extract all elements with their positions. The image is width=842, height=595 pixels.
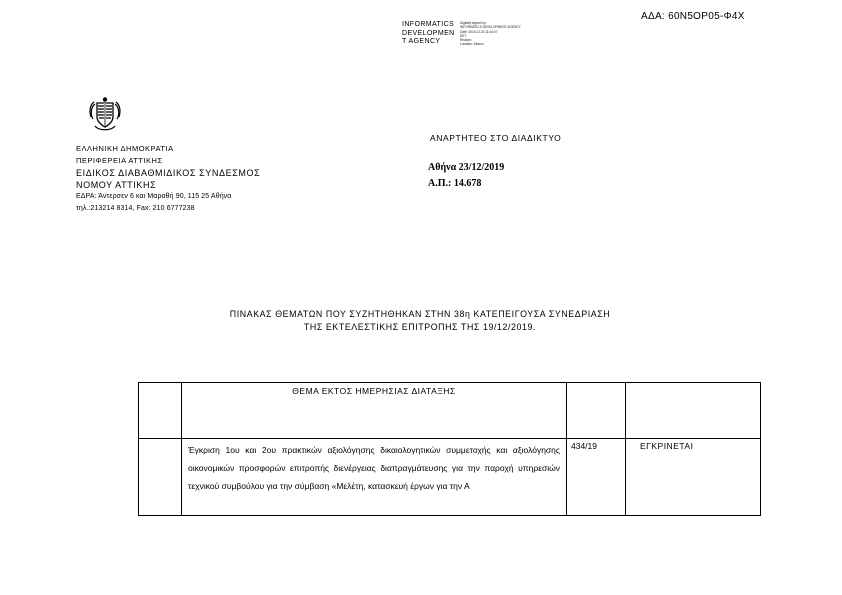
signature-line: Digitally signed by	[460, 21, 486, 25]
ada-code: ΑΔΑ: 60Ν5ΟΡ05-Φ4Χ	[641, 11, 745, 22]
table-row	[139, 439, 761, 516]
greek-coat-of-arms-icon	[85, 95, 125, 135]
signature-line: Location: Athens	[460, 42, 484, 47]
signature-line: Date: 2019.12.23 11:04:07	[460, 29, 498, 34]
signature-line: EET	[460, 33, 467, 38]
document-title: ΠΙΝΑΚΑΣ ΘΕΜΑΤΩΝ ΠΟΥ ΣΥΖΗΤΗΘΗΚΑΝ ΣΤΗΝ 38η ΚΑΤΕΠΕΙΓΟΥΣΑ ΣΥΝΕΔΡΙΑΣΗ	[229, 309, 611, 319]
issuer-phone: τηλ.:213214 8314, Fax: 210 6777238	[76, 205, 195, 212]
date-protocol-block	[428, 160, 504, 192]
table-cell	[139, 439, 182, 516]
agenda-table	[138, 382, 761, 516]
issuer-region: ΠΕΡΙΦΕΡΕΙΑ ΑΤΤΙΚΗΣ	[76, 156, 163, 165]
issuer-address: ΕΔΡΑ: Άντερσεν 6 και Μαραθή 90, 115 25 Αθήνα	[76, 193, 232, 200]
agency-line: INFORMATICS	[402, 21, 455, 28]
item-decision: ΕΓΚΡΙΝΕΤΑΙ	[626, 439, 761, 516]
digital-signature-block	[460, 21, 521, 47]
issuer-block	[76, 143, 260, 215]
issuer-country: ΕΛΛΗΝΙΚΗ ΔΗΜΟΚΡΑΤΙΑ	[76, 144, 174, 153]
agency-line: T AGENCY	[402, 38, 441, 45]
signature-line: Reason:	[460, 38, 472, 43]
date-line: Αθήνα 23/12/2019	[428, 162, 505, 173]
section-heading: ΘΕΜΑ ΕΚΤΟΣ ΗΜΕΡΗΣΙΑΣ ΔΙΑΤΑΞΗΣ	[182, 383, 567, 439]
agency-signature-label	[402, 21, 455, 47]
agency-line: DEVELOPMEN	[402, 29, 455, 37]
table-cell	[626, 383, 761, 439]
table-cell	[567, 383, 626, 439]
item-description: Έγκριση 1ου και 2ου πρακτικών αξιολόγησης δικαιολογητικών συμμετοχής και αξιολόγησης οικονομικών προσφορών επιτροπής διενέργειας διαπραγμάτευσης για την παροχή υπηρεσιών τεχνικού συμβούλου για την σύμβαση «Μελέτη, κατασκευή έργων για την Α	[182, 439, 567, 516]
item-protocol: 434/19	[567, 439, 626, 516]
protocol-number: Α.Π.: 14.678	[428, 178, 482, 189]
posting-notice: ΑΝΑΡΤΗΤΕΟ ΣΤΟ ΔΙΑΔΙΚΤΥΟ	[430, 133, 562, 143]
issuer-prefecture: ΝΟΜΟΥ ΑΤΤΙΚΗΣ	[76, 180, 157, 190]
table-row	[139, 383, 761, 439]
document-subtitle: ΤΗΣ ΕΚΤΕΛΕΣΤΙΚΗΣ ΕΠΙΤΡΟΠΗΣ ΤΗΣ 19/12/2019.	[303, 322, 537, 332]
signature-line: INFORMATICS DEVELOPMENT AGENCY	[460, 25, 521, 30]
table-cell	[139, 383, 182, 439]
issuer-organization: ΕΙΔΙΚΟΣ ΔΙΑΒΑΘΜΙΔΙΚΟΣ ΣΥΝΔΕΣΜΟΣ	[76, 168, 261, 178]
